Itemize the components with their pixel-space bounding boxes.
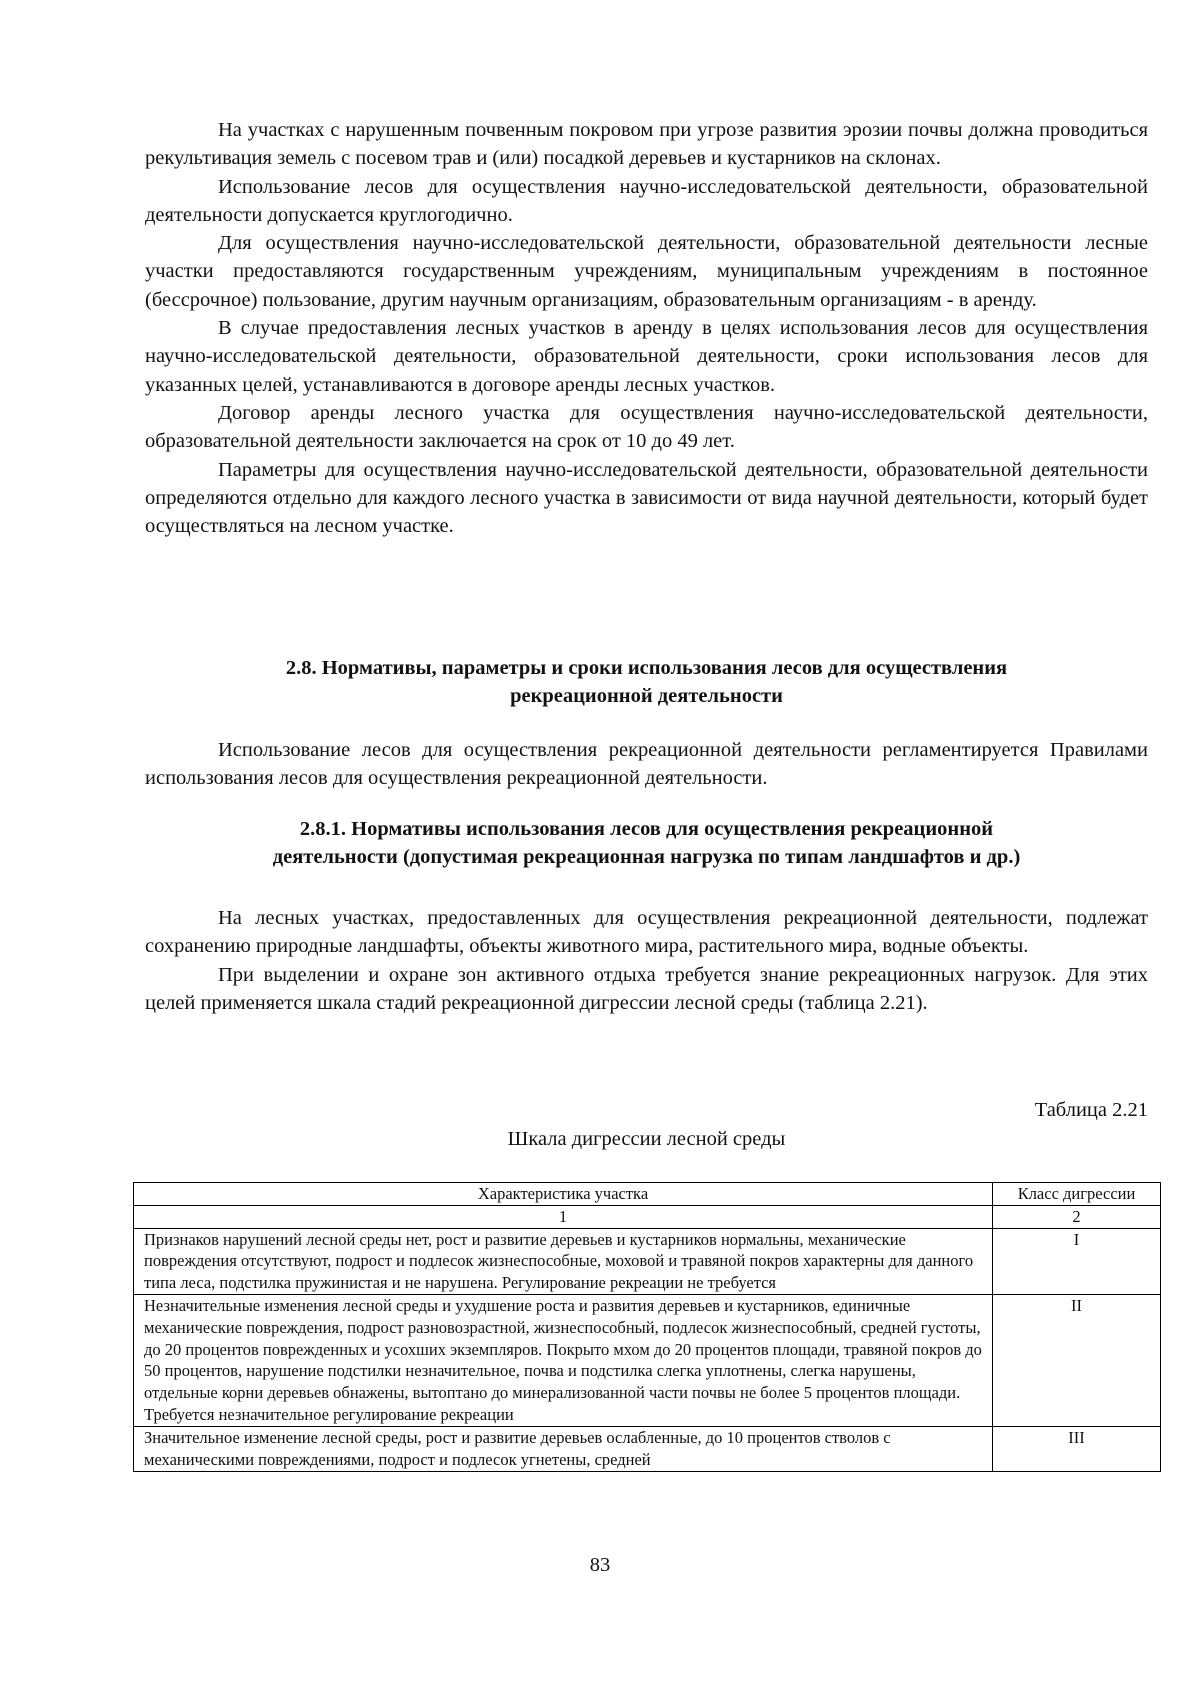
table-label: Таблица 2.21 bbox=[1034, 1099, 1148, 1121]
paragraph: Договор аренды лесного участка для осуществления научно-исследовательской деятельности, образовательной деятельности заключается на срок от 10 до 49 лет. bbox=[145, 401, 1148, 453]
heading-line: 2.8. Нормативы, параметры и сроки использования лесов для осуществления bbox=[285, 657, 1008, 679]
table-title: Шкала дигрессии лесной среды bbox=[507, 1128, 786, 1150]
table-row bbox=[134, 1294, 1161, 1426]
section-2-8-1-text bbox=[145, 904, 1148, 1017]
paragraph: Для осуществления научно-исследовательской деятельности, образовательной деятельности лесные участки предоставляются государственным учреждениям, муниципальным учреждениям в постоянное (бессрочное) пользование, другим научным организациям, образовательным организациям - в аренду. bbox=[145, 232, 1148, 311]
paragraphs-top bbox=[145, 116, 1148, 540]
paragraph: При выделении и охране зон активного отдыха требуется знание рекреационных нагрузок. Для этих целей применяется шкала стадий рекреационной дигрессии лесной среды (таблица 2.21). bbox=[145, 963, 1148, 1014]
section-2-8-text bbox=[145, 736, 1148, 793]
column-header: Класс дигрессии bbox=[993, 1183, 1161, 1206]
row-class: III bbox=[993, 1426, 1161, 1471]
table-row bbox=[134, 1426, 1161, 1471]
column-header: Характеристика участка bbox=[134, 1183, 993, 1206]
heading-line: 2.8.1. Нормативы использования лесов для осуществления рекреационной bbox=[299, 818, 994, 840]
paragraph: В случае предоставления лесных участков в аренду в целях использования лесов для осуществления научно-исследовательской деятельности, образовательной деятельности, сроки использования лесов для указанных целей, устанавливаются в договоре аренды лесных участков. bbox=[145, 317, 1148, 396]
digression-scale-table bbox=[133, 1182, 1161, 1472]
column-number: 2 bbox=[993, 1205, 1161, 1228]
table-header-row bbox=[134, 1183, 1161, 1206]
heading-line: деятельности (допустимая рекреационная нагрузка по типам ландшафтов и др.) bbox=[272, 846, 1021, 868]
section-heading-2-8 bbox=[145, 654, 1148, 710]
paragraph: Параметры для осуществления научно-исследовательской деятельности, образовательной деятельности определяются отдельно для каждого лесного участка в зависимости от вида научной деятельности, который будет осуществляться на лесном участке. bbox=[145, 458, 1148, 538]
page-number: 83 bbox=[589, 1554, 611, 1576]
row-class: II bbox=[993, 1294, 1161, 1426]
table-row bbox=[134, 1228, 1161, 1294]
column-number: 1 bbox=[134, 1205, 993, 1228]
row-description-text: Значительное изменение лесной среды, рост и развитие деревьев ослабленные, до 10 процентов стволов с механическими повреждениями, подрост и подлесок угнетены, средней bbox=[144, 1427, 891, 1469]
row-class: I bbox=[993, 1228, 1161, 1294]
paragraph: Использование лесов для осуществления рекреационной деятельности регламентируется Правилами использования лесов для осуществления рекреационной деятельности. bbox=[145, 739, 1148, 790]
row-description: Признаков нарушений лесной среды нет, рост и развитие деревьев и кустарников нормальны, механические повреждения отсутствуют, подрост и подлесок жизнеспособные, моховой и травяной покров характерны для данного типа леса, подстилка пружинистая и не нарушена. Регулирование рекреации не требуется bbox=[134, 1228, 993, 1294]
table-number-row bbox=[134, 1205, 1161, 1228]
row-description: Незначительные изменения лесной среды и ухудшение роста и развития деревьев и кустарников, единичные механические повреждения, подрост разновозрастной, жизнеспособный, подлесок жизнеспособный, средней густоты, до 20 процентов поврежденных и усохших экземпляров. Покрыто мхом до 20 процентов площади, травяной покров до 50 процентов, нарушение подстилки незначительное, почва и подстилка слегка уплотнены, слегка нарушены, отдельные корни деревьев обнажены, вытоптано до минерализованной части почвы не более 5 процентов площади. Требуется незначительное регулирование рекреации bbox=[134, 1294, 993, 1426]
section-heading-2-8-1 bbox=[145, 815, 1148, 871]
paragraph: На лесных участках, предоставленных для осуществления рекреационной деятельности, подлежат сохранению природные ландшафты, объекты животного мира, растительного мира, водные объекты. bbox=[145, 907, 1148, 958]
paragraph: Использование лесов для осуществления научно-исследовательской деятельности, образовательной деятельности допускается круглогодично. bbox=[145, 175, 1148, 226]
row-description bbox=[134, 1426, 993, 1471]
paragraph: На участках с нарушенным почвенным покровом при угрозе развития эрозии почвы должна проводиться рекультивация земель с посевом трав и (или) посадкой деревьев и кустарников на склонах. bbox=[145, 119, 1148, 170]
heading-line: рекреационной деятельности bbox=[510, 685, 783, 707]
